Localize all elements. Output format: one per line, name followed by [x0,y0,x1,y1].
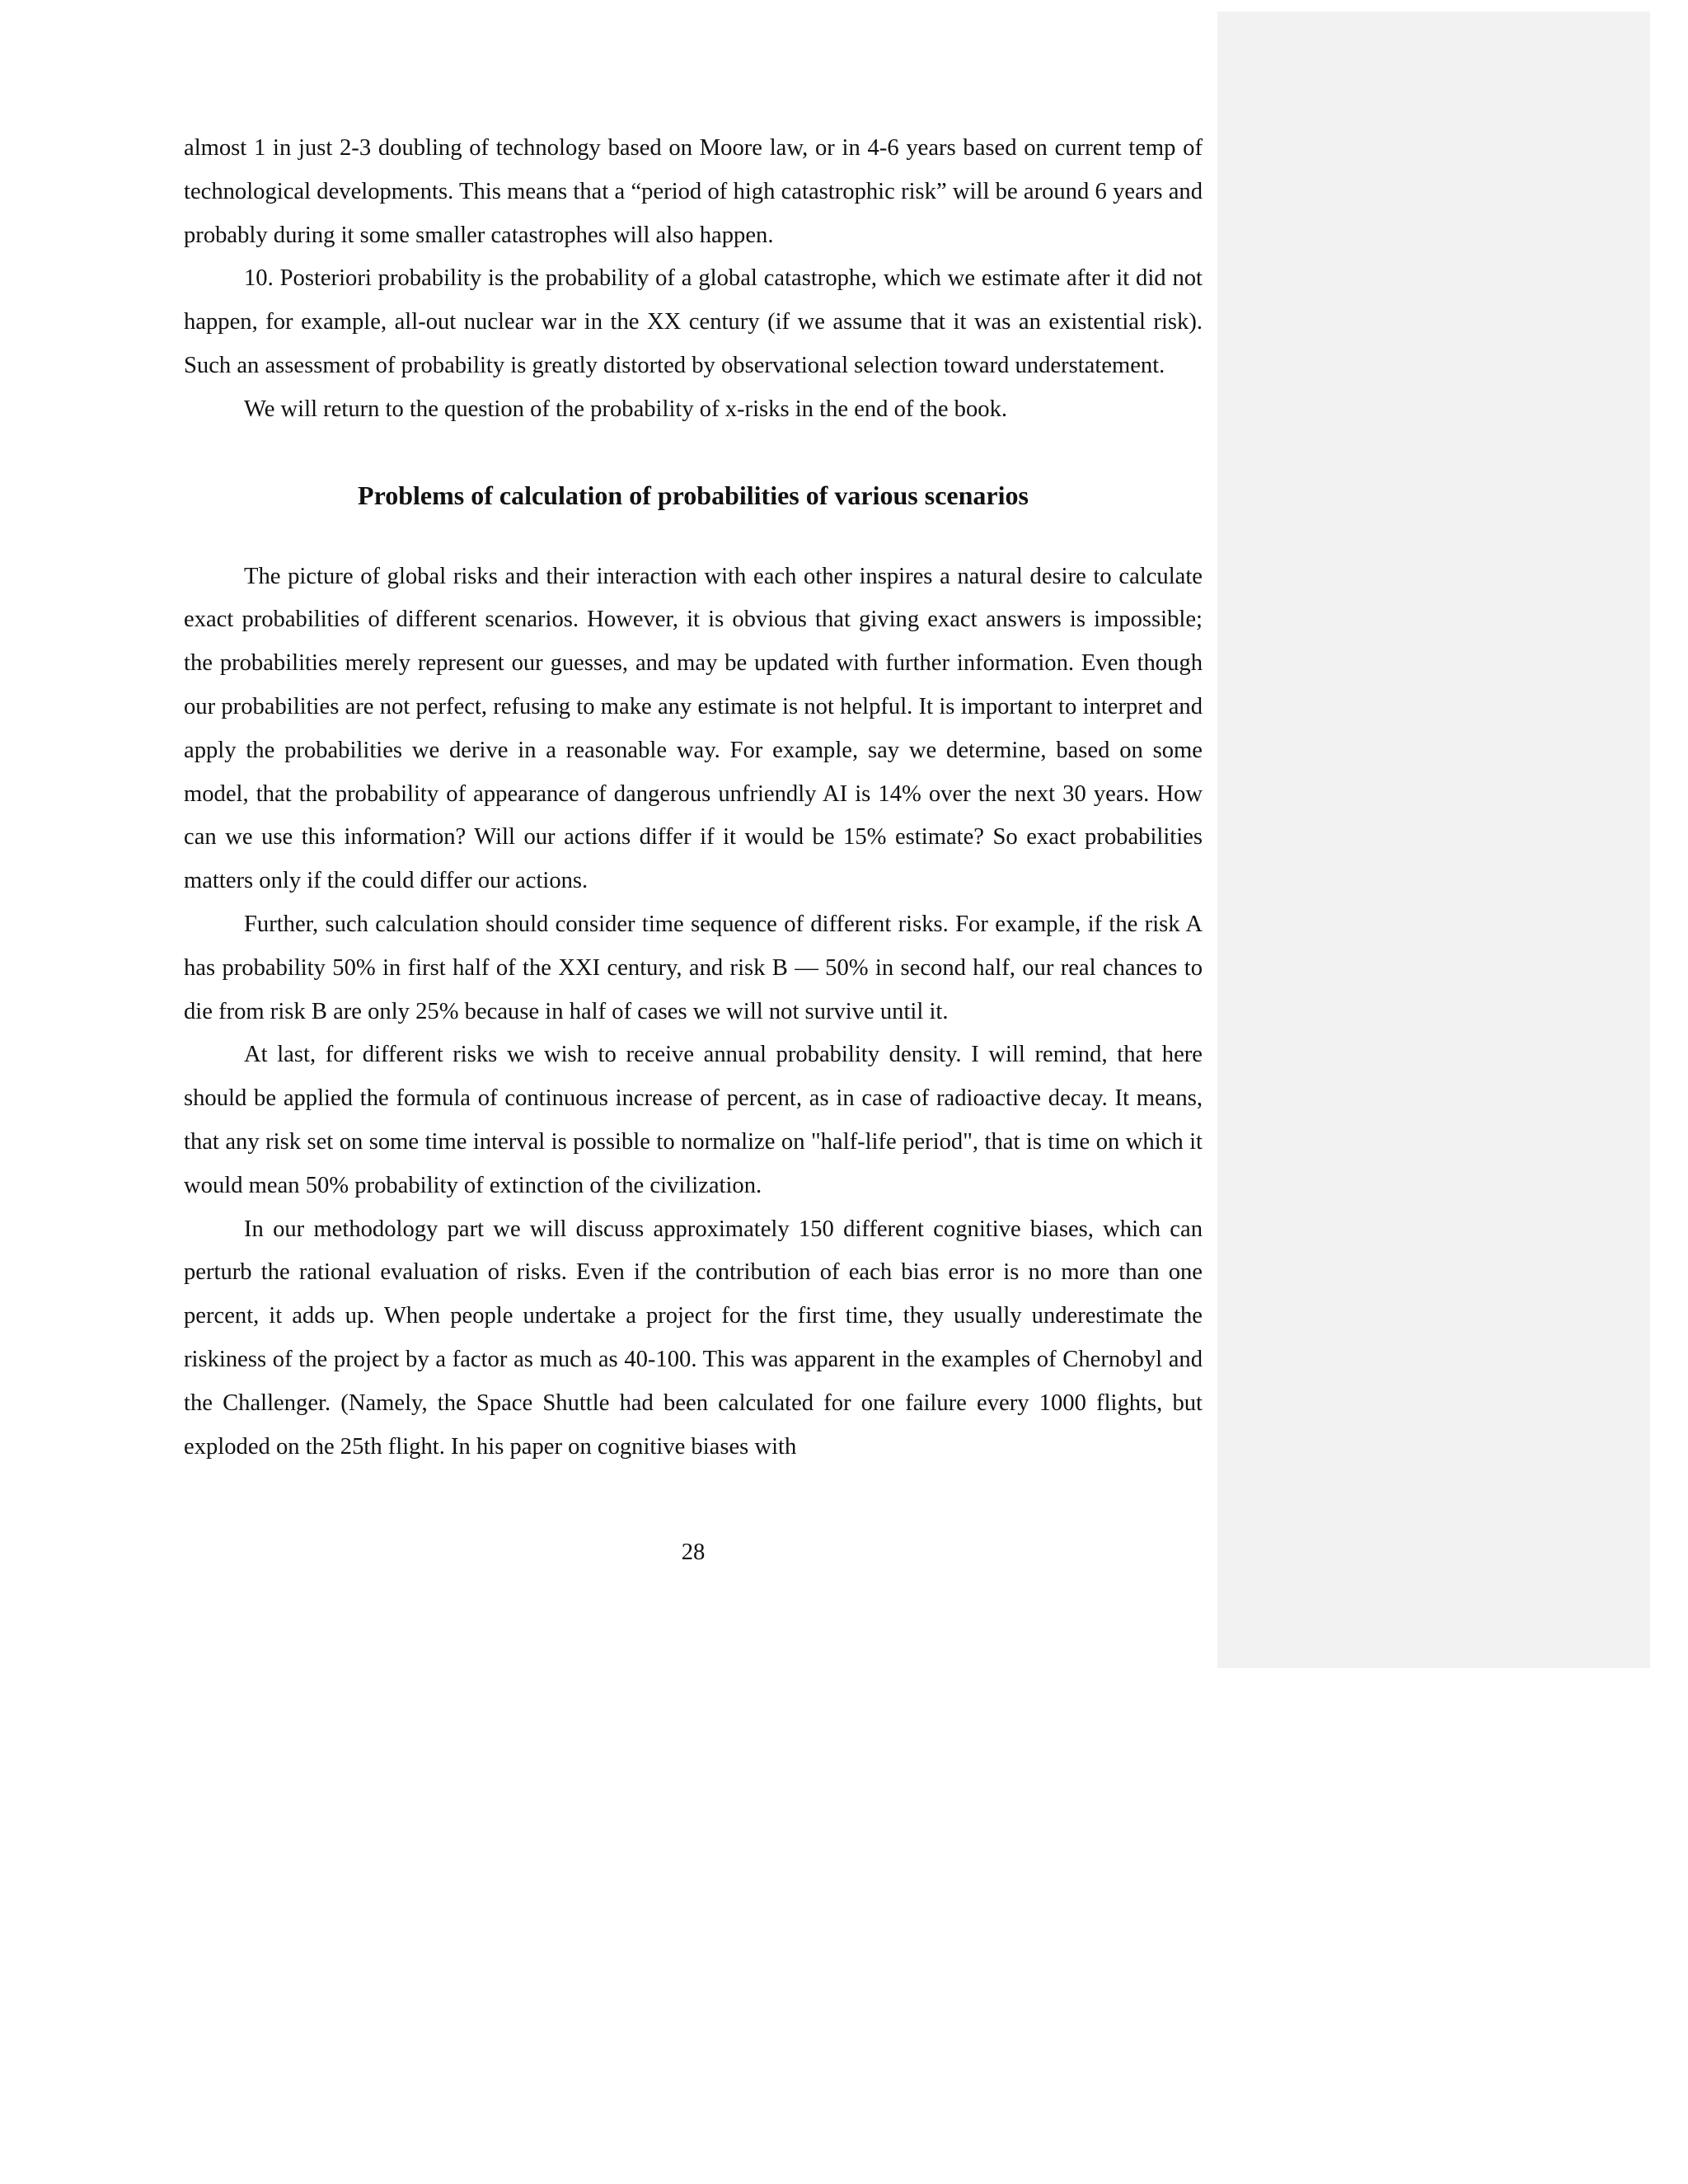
paragraph-cognitive-biases: In our methodology part we will discuss approximately 150 different cognitive biases, which can perturb the rational evaluation of risks. Even if the contribution of each bias error is no more than one percent, it adds up. When people undertake a project for the first time, they usually underestimate the riskiness of the project by a factor as much as 40-100. This was apparent in the examples of Chernobyl and the Challenger. (Namely, the Space Shuttle had been calculated for one failure every 1000 flights, but exploded on the 25th flight. In his paper on cognitive biases with [184,1216,1203,1460]
paragraph-time-sequence: Further, such calculation should consider time sequence of different risks. For example, if the risk A has probability 50% in first half of the XXI century, and risk B — 50% in second half, our real chances to die from risk B are only 25% because in half of cases we will not survive until it. [184,911,1203,1024]
paragraph-continuation: almost 1 in just 2-3 doubling of technology based on Moore law, or in 4-6 years based on current temp of technological developments. This means that a “period of high catastrophic risk” will be around 6 years and probably during it some smaller catastrophes will also happen. [184,135,1203,248]
text-column [184,127,1203,1469]
section-heading: Problems of calculation of probabilities of various scenarios [358,480,1029,510]
paragraph-probability-density: At last, for different risks we wish to receive annual probability density. I will remind, that here should be applied the formula of continuous increase of percent, as in case of radioactive decay. It means, that any risk set on some time interval is possible to normalize on "half-life period", that is time on which it would mean 50% probability of extinction of the civilization. [184,1042,1203,1198]
paragraph-return-note: We will return to the question of the probability of x-risks in the end of the book. [244,396,1008,422]
paragraph-posteriori-probability: 10. Posteriori probability is the probability of a global catastrophe, which we estimate after it did not happen, for example, all-out nuclear war in the XX century (if we assume that it was an existential risk). Such an assessment of probability is greatly distorted by observational selection toward understatement. [184,265,1203,378]
paragraph-global-risks: The picture of global risks and their interaction with each other inspires a natural desire to calculate exact probabilities of different scenarios. However, it is obvious that giving exact answers is impossible; the probabilities merely represent our guesses, and may be updated with further information. Even though our probabilities are not perfect, refusing to make any estimate is not helpful. It is important to interpret and apply the probabilities we derive in a reasonable way. For example, say we determine, based on some model, that the probability of appearance of dangerous unfriendly AI is 14% over the next 30 years. How can we use this information? Will our actions differ if it would be 15% estimate? So exact probabilities matters only if the could differ our actions. [184,563,1203,894]
side-panel [1217,12,1650,1668]
page-number: 28 [681,1540,706,1565]
